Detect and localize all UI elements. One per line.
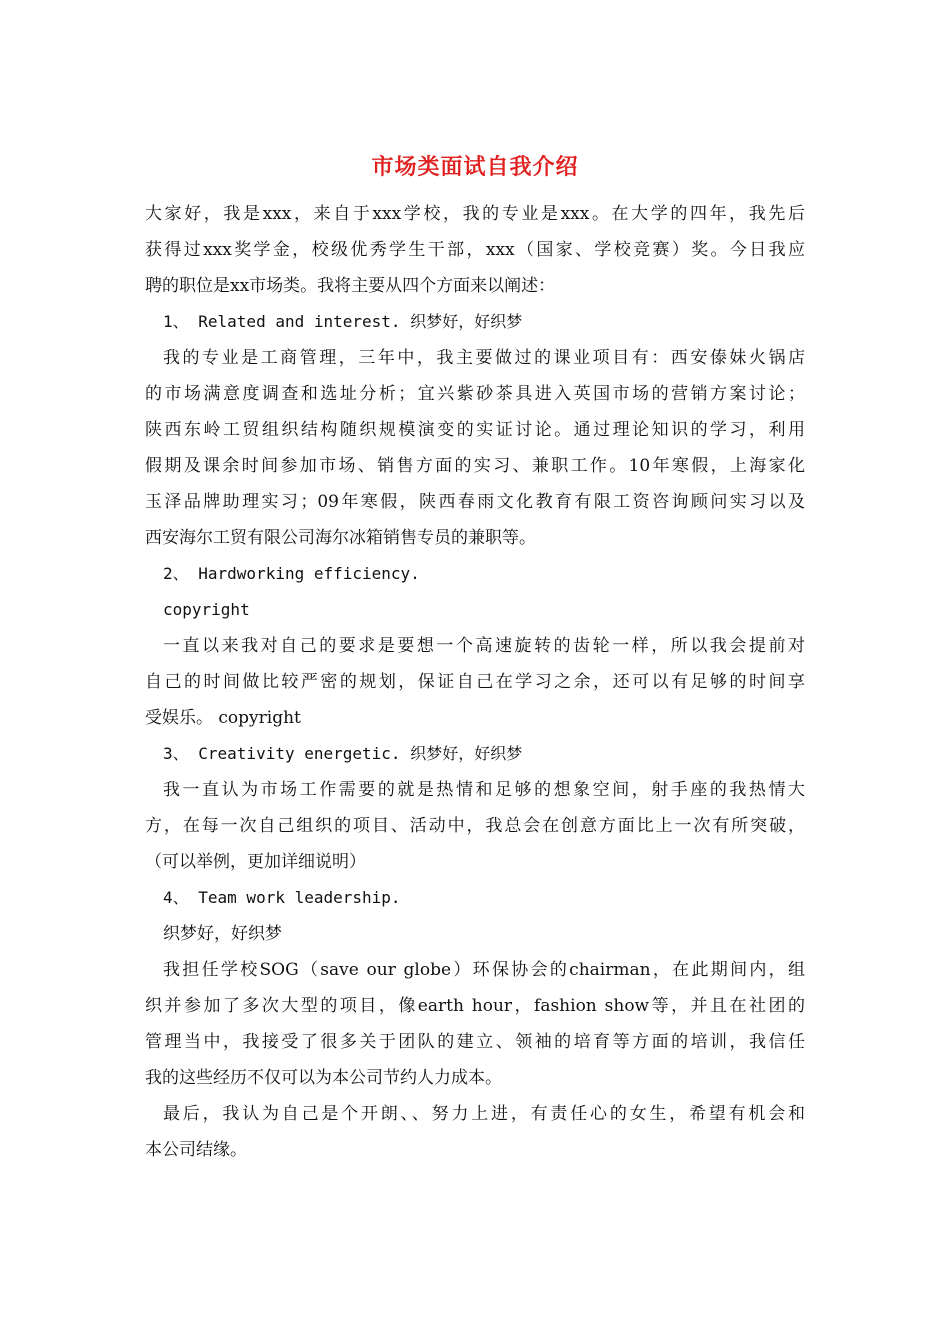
- section-4-line-1: 我担任学校SOG（save our globe）环保协会的chairman，在此期间内，组: [163, 960, 805, 980]
- section-heading-1: 1、 Related and interest. 织梦好，好织梦: [163, 312, 523, 331]
- section-2-line-1: 一直以来我对自己的要求是要想一个高速旋转的齿轮一样，所以我会提前对: [163, 636, 805, 656]
- section-3-line-3: （可以举例，更加详细说明）: [145, 852, 366, 872]
- section-1-line-2: 的市场满意度调查和选址分析；宜兴紫砂茶具进入英国市场的营销方案讨论；: [145, 384, 805, 404]
- section-3-line-2: 方，在每一次自己组织的项目、活动中，我总会在创意方面比上一次有所突破，: [145, 816, 805, 836]
- intro-line-1: 大家好，我是xxx，来自于xxx学校，我的专业是xxx。在大学的四年，我先后: [145, 204, 805, 224]
- document-title: 市场类面试自我介绍: [371, 154, 579, 180]
- closing-line-1: 最后，我认为自己是个开朗、、努力上进，有责任心的女生，希望有机会和: [163, 1104, 805, 1124]
- section-heading-4: 4、 Team work leadership.: [163, 888, 401, 907]
- section-1-line-1: 我的专业是工商管理，三年中，我主要做过的课业项目有：西安傣妹火锅店: [163, 348, 805, 368]
- intro-line-3: 聘的职位是xx市场类。我将主要从四个方面来以阐述：: [145, 276, 556, 296]
- section-1-line-4: 假期及课余时间参加市场、销售方面的实习、兼职工作。10年寒假，上海家化: [145, 456, 805, 476]
- section-4-line-3: 管理当中，我接受了很多关于团队的建立、领袖的培育等方面的培训，我信任: [145, 1032, 805, 1052]
- section-2-line-3: 受娱乐。 copyright: [145, 708, 301, 728]
- section-4-line-2: 织并参加了多次大型的项目，像earth hour，fashion show等，并且在社团的: [145, 996, 805, 1016]
- section-3-line-1: 我一直认为市场工作需要的就是热情和足够的想象空间，射手座的我热情大: [163, 780, 805, 800]
- document-body: [145, 196, 805, 1168]
- section-2-line-2: 自己的时间做比较严密的规划，保证自己在学习之余，还可以有足够的时间享: [145, 672, 805, 692]
- section-4-line-4: 我的这些经历不仅可以为本公司节约人力成本。: [145, 1068, 502, 1088]
- copyright-line-1: copyright: [163, 600, 250, 619]
- intro-line-2: 获得过xxx奖学金，校级优秀学生干部，xxx（国家、学校竞赛）奖。今日我应: [145, 240, 805, 260]
- section-1-line-6: 西安海尔工贸有限公司海尔冰箱销售专员的兼职等。: [145, 528, 536, 548]
- section-heading-2: 2、 Hardworking efficiency.: [163, 564, 420, 583]
- section-1-line-3: 陕西东岭工贸组织结构随织规模演变的实证讨论。通过理论知识的学习，利用: [145, 420, 805, 440]
- watermark-line: 织梦好，好织梦: [163, 924, 282, 944]
- closing-line-2: 本公司结缘。: [145, 1140, 247, 1160]
- section-heading-3: 3、 Creativity energetic. 织梦好，好织梦: [163, 744, 523, 763]
- section-1-line-5: 玉泽品牌助理实习；09年寒假，陕西春雨文化教育有限工资咨询顾问实习以及: [145, 492, 805, 512]
